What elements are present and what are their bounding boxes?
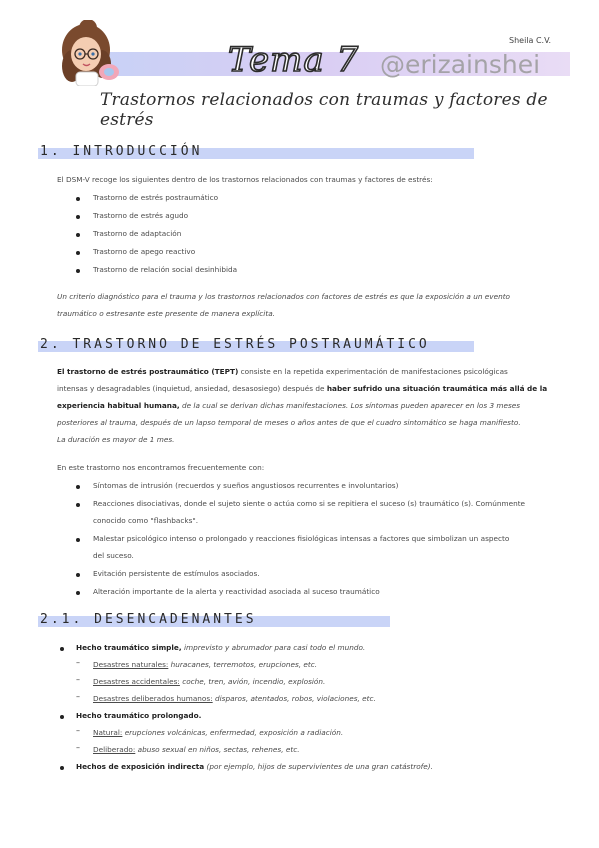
trigger-subitem	[93, 656, 317, 674]
subitem-text: abuso sexual en niños, sectas, rehenes, etc.	[135, 745, 300, 754]
list-item: Malestar psicológico intenso o prolongado y reacciones fisiológicas intensas a factores que simbolizan un aspecto	[93, 534, 510, 543]
bullet-icon	[60, 715, 64, 719]
bullet-icon	[76, 251, 80, 255]
subitem-label: Deliberado:	[93, 745, 136, 754]
bullet-icon	[60, 647, 64, 651]
bullet-icon	[76, 573, 80, 577]
subitem-text: huracanes, terremotos, erupciones, etc.	[168, 660, 318, 669]
tept-text: consiste en la repetida experimentación de manifestaciones psicológicas	[238, 367, 508, 376]
list-item: Reacciones disociativas, donde el sujeto siente o actúa como si se repitiera el suceso (s) traumático (s). Comúnmente	[93, 499, 526, 508]
trigger-subitem	[93, 724, 343, 742]
bullet-icon	[76, 503, 80, 507]
bullet-icon	[76, 215, 80, 219]
tept-paragraph-line-3	[57, 397, 520, 415]
trigger-description: imprevisto y abrumador para casi todo el mundo.	[181, 643, 366, 652]
trigger-subitem	[93, 690, 376, 708]
criterio-line-2: traumático o estresante este presente de manera explícita.	[57, 309, 275, 318]
subitem-text: coche, tren, avión, incendio, explosión.	[179, 677, 326, 686]
list-item: Trastorno de estrés agudo	[93, 211, 189, 220]
author-avatar-illustration	[52, 20, 124, 86]
criterio-line-1: Un criterio diagnóstico para el trauma y los trastornos relacionados con factores de estrés es que la exposición a un evento	[57, 292, 511, 301]
list-item-continuation: conocido como "flashbacks".	[93, 516, 199, 525]
subitem-label: Natural:	[93, 728, 123, 737]
tept-text: intensas y desagradables (inquietud, ansiedad, desasosiego) después de	[57, 384, 327, 393]
tept-emphasis: experiencia habitual humana,	[57, 401, 180, 410]
trigger-title: Hecho traumático prolongado.	[76, 711, 202, 720]
trigger-item	[76, 707, 201, 725]
bullet-icon	[76, 538, 80, 542]
list-item: Trastorno de apego reactivo	[93, 247, 196, 256]
tept-definition-bold: El trastorno de estrés postraumático (TEPT)	[57, 367, 239, 376]
dash-icon: –	[76, 692, 80, 701]
bullet-icon	[60, 766, 64, 770]
trigger-subitem	[93, 673, 325, 691]
subitem-label: Desastres naturales:	[93, 660, 169, 669]
bullet-icon	[76, 197, 80, 201]
tept-paragraph-line-2	[57, 380, 547, 398]
bullet-icon	[76, 233, 80, 237]
section-2-1-heading: 2.1. DESENCADENANTES	[40, 612, 257, 627]
trigger-title: Hechos de exposición indirecta	[76, 762, 205, 771]
subitem-text: erupciones volcánicas, enfermedad, exposición a radiación.	[122, 728, 344, 737]
dash-icon: –	[76, 658, 80, 667]
list-item: Trastorno de relación social desinhibida	[93, 265, 238, 274]
subitem-label: Desastres accidentales:	[93, 677, 180, 686]
dash-icon: –	[76, 726, 80, 735]
subitem-label: Desastres deliberados humanos:	[93, 694, 213, 703]
list-item: Trastorno de adaptación	[93, 229, 182, 238]
tept-paragraph-line-5: La duración es mayor de 1 mes.	[57, 435, 175, 444]
bullet-icon	[76, 591, 80, 595]
tept-paragraph-line-1	[57, 363, 508, 381]
dash-icon: –	[76, 675, 80, 684]
section-1-heading: 1. INTRODUCCIÓN	[40, 144, 203, 159]
document-subtitle: Trastornos relacionados con traumas y factores de estrés	[100, 90, 548, 130]
section-2-heading: 2. TRASTORNO DE ESTRÉS POSTRAUMÁTICO	[40, 337, 430, 352]
trigger-item	[76, 639, 365, 657]
trigger-title: Hecho traumático simple,	[76, 643, 182, 652]
dash-icon: –	[76, 743, 80, 752]
watermark-handle: @erizainshei	[380, 50, 541, 79]
list-item-continuation: del suceso.	[93, 551, 134, 560]
topic-title: Tema 7	[228, 40, 360, 80]
author-name: Sheila C.V.	[509, 36, 552, 45]
list-item: Alteración importante de la alerta y reactividad asociada al suceso traumático	[93, 587, 380, 596]
trigger-item	[76, 758, 433, 776]
subitem-text: disparos, atentados, robos, violaciones, etc.	[212, 694, 376, 703]
bullet-icon	[76, 269, 80, 273]
list-item: Evitación persistente de estímulos asociados.	[93, 569, 260, 578]
list-item: Síntomas de intrusión (recuerdos y sueños angustiosos recurrentes e involuntarios)	[93, 481, 399, 490]
section-1-intro: El DSM-V recoge los siguientes dentro de los trastornos relacionados con traumas y factores de estrés:	[57, 175, 433, 184]
trigger-description: (por ejemplo, hijos de supervivientes de una gran catástrofe).	[204, 762, 433, 771]
bullet-icon	[76, 485, 80, 489]
tept-paragraph-line-4: posteriores al trauma, después de un lapso temporal de meses o años antes de que el cuadro sintomático se haga manifiesto.	[57, 418, 521, 427]
tept-text: de la cual se derivan dichas manifestaciones. Los síntomas pueden aparecer en los 3 meses	[179, 401, 521, 410]
tept-emphasis: haber sufrido una situación traumática más allá de la	[326, 384, 548, 393]
list-item: Trastorno de estrés postraumático	[93, 193, 219, 202]
symptoms-lead: En este trastorno nos encontramos frecuentemente con:	[57, 463, 265, 472]
trigger-subitem	[93, 741, 300, 759]
